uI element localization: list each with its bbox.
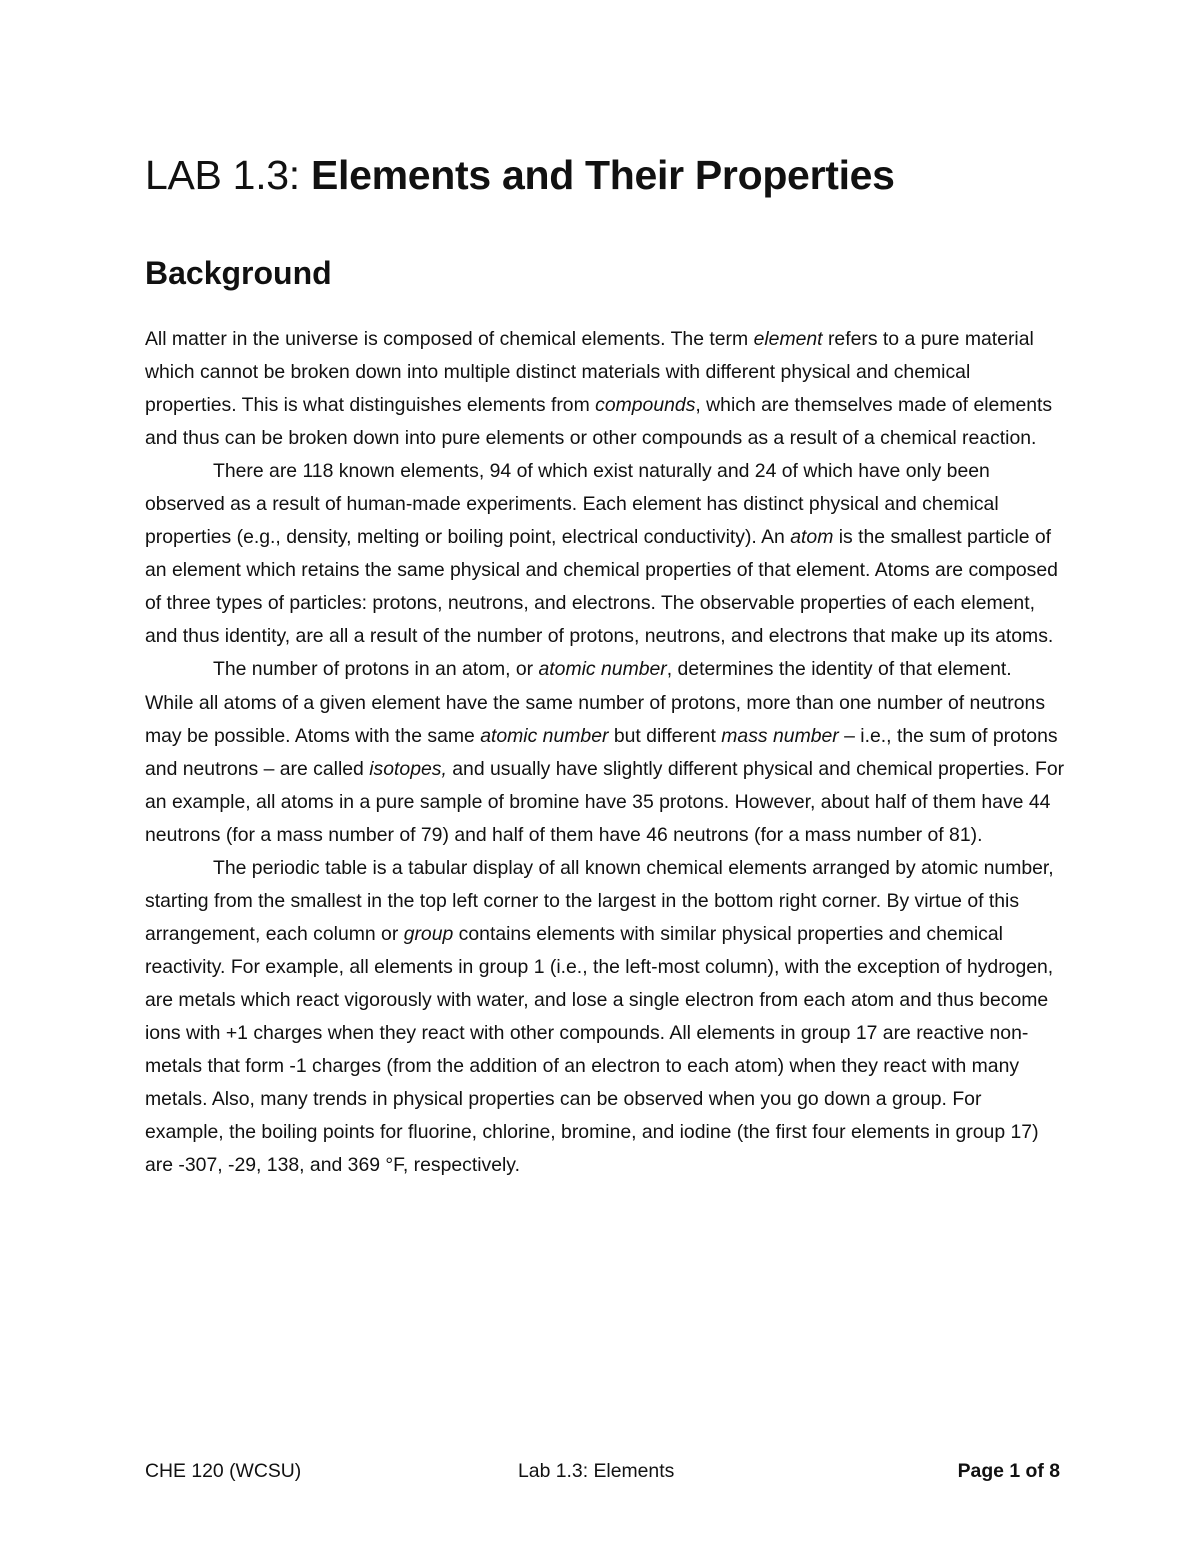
- body-text: [145, 323, 1065, 1182]
- italic-term: atomic number: [538, 658, 667, 681]
- footer-page-number: Page 1 of 8: [957, 1460, 1060, 1482]
- paragraph-3: [145, 653, 1065, 851]
- title-main: Elements and Their Properties: [310, 152, 895, 198]
- page-title: [145, 150, 895, 200]
- text-run: and usually have slightly different physical and chemical properties. For an example, all atoms in a pure sample of bromine have 35 protons. However, about half of them have 44 neutrons (for a mass number of 79) and half of them have 46 neutrons (for a mass number of 81).: [145, 757, 1065, 846]
- footer-lab-title: Lab 1.3: Elements: [518, 1460, 675, 1482]
- italic-term: group: [403, 922, 454, 945]
- text-run: is the smallest particle of an element which retains the same physical and chemical properties of that element. Atoms are composed of three types of particles: protons, neutrons, and electrons. The observable properties of each element, and thus identity, are all a result of the number of protons, neutrons, and electrons that make up its atoms.: [145, 526, 1058, 648]
- italic-term: element: [753, 328, 823, 350]
- text-run: , which are themselves made of elements and thus can be broken down into pure elements or other compounds as a result of a chemical reaction.: [145, 394, 1053, 450]
- italic-term: isotopes,: [369, 757, 447, 780]
- paragraph-4: [145, 852, 1065, 1182]
- text-run: but different: [608, 724, 722, 747]
- paragraph-2: [145, 455, 1065, 653]
- italic-term: compounds: [595, 394, 696, 417]
- paragraph-1: [145, 323, 1065, 455]
- text-run: The periodic table is a tabular display of all known chemical elements arranged by atomic number, starting from the smallest in the top left corner to the largest in the bottom right corner. By virtue of this arrangement, each column or: [145, 856, 1054, 945]
- italic-term: mass number: [721, 724, 839, 747]
- title-prefix: LAB 1.3:: [145, 152, 311, 198]
- text-run: The number of protons in an atom, or: [213, 658, 539, 681]
- italic-term: atomic number: [480, 724, 609, 747]
- text-run: refers to a pure material which cannot be broken down into multiple distinct materials with different physical and chemical properties. This is what distinguishes elements from: [145, 328, 1034, 417]
- footer-course: CHE 120 (WCSU): [145, 1460, 302, 1482]
- section-heading: Background: [145, 255, 332, 291]
- text-run: There are 118 known elements, 94 of which exist naturally and 24 of which have only been observed as a result of human-made experiments. Each element has distinct physical and chemical properties (e.g., density, melting or boiling point, electrical conductivity). An: [145, 460, 999, 549]
- text-run: – i.e., the sum of protons and neutrons – are called: [145, 724, 1058, 780]
- text-run: contains elements with similar physical properties and chemical reactivity. For example, all elements in group 1 (i.e., the left-most column), with the exception of hydrogen, are metals which react vigorously with water, and lose a single electron from each atom and thus become ions with +1 charges when they react with other compounds. All elements in group 17 are reactive non-metals that form -1 charges (from the addition of an electron to each atom) when they react with many metals. Also, many trends in physical properties can be observed when you go down a group. For example, the boiling points for fluorine, chlorine, bromine, and iodine (the first four elements in group 17) are -307, -29, 138, and 369 °F, respectively.: [145, 922, 1054, 1177]
- text-run: All matter in the universe is composed of chemical elements. The term: [145, 328, 754, 350]
- text-run: , determines the identity of that element. While all atoms of a given element have the same number of protons, more than one number of neutrons may be possible. Atoms with the same: [145, 658, 1046, 747]
- italic-term: atom: [790, 526, 834, 549]
